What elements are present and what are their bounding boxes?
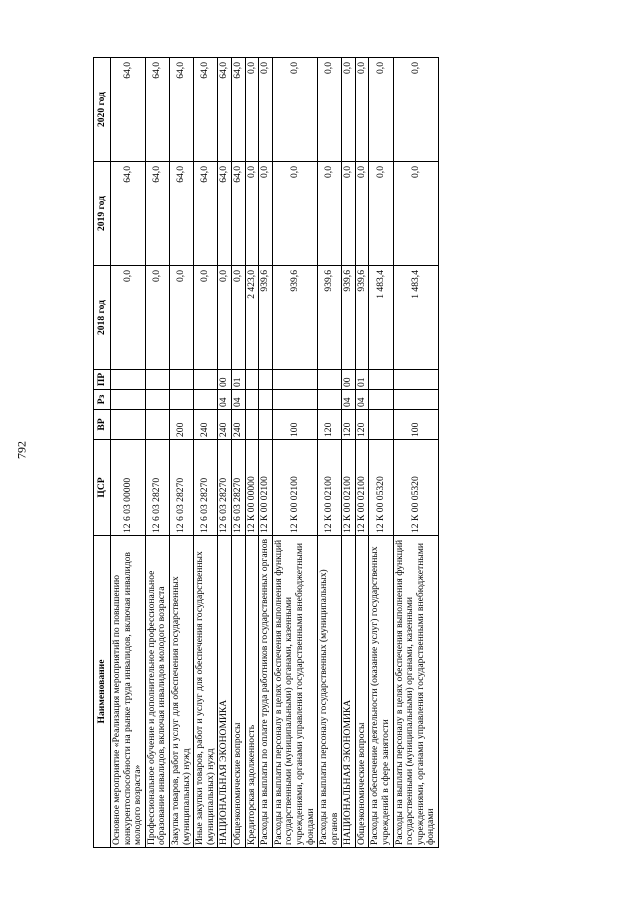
cell-rz: [259, 390, 273, 410]
cell-rz: [111, 390, 146, 410]
budget-table-container: [93, 57, 439, 848]
cell-2019: 0,0: [393, 162, 438, 266]
cell-2018: 0,0: [111, 266, 146, 370]
cell-2020: 64,0: [111, 58, 146, 162]
table-row: [245, 58, 259, 848]
cell-rz: [169, 390, 193, 410]
cell-rz: 04: [218, 390, 232, 410]
cell-name: Общеэкономические вопросы: [231, 536, 245, 848]
header-2019: 2019 год: [94, 162, 111, 266]
cell-2018: 0,0: [169, 266, 193, 370]
cell-2019: 0,0: [245, 162, 259, 266]
cell-2019: 0,0: [318, 162, 342, 266]
cell-2019: 64,0: [231, 162, 245, 266]
cell-rz: [245, 390, 259, 410]
cell-2020: 0,0: [272, 58, 317, 162]
cell-name: Расходы на выплаты по оплате труда работников государственных органов: [259, 536, 273, 848]
cell-vr: [369, 410, 393, 440]
cell-csr: 12 К 00 02100: [355, 440, 369, 536]
cell-name: Расходы на обеспечение деятельности (оказание услуг) государственных учреждений в сфере занятости: [369, 536, 393, 848]
table-row: [369, 58, 393, 848]
cell-csr: 12 К 00 02100: [342, 440, 356, 536]
header-row: [94, 58, 111, 848]
cell-vr: 240: [194, 410, 218, 440]
cell-2020: 64,0: [145, 58, 169, 162]
cell-name: НАЦИОНАЛЬНАЯ ЭКОНОМИКА: [218, 536, 232, 848]
cell-2020: 0,0: [369, 58, 393, 162]
cell-2020: 0,0: [393, 58, 438, 162]
cell-vr: [259, 410, 273, 440]
cell-rz: [272, 390, 317, 410]
cell-2018: 939,6: [318, 266, 342, 370]
cell-name: НАЦИОНАЛЬНАЯ ЭКОНОМИКА: [342, 536, 356, 848]
cell-csr: 12 К 00 02100: [259, 440, 273, 536]
cell-2020: 0,0: [259, 58, 273, 162]
cell-vr: 120: [355, 410, 369, 440]
table-row: [318, 58, 342, 848]
cell-pr: 00: [218, 370, 232, 390]
cell-rz: [369, 390, 393, 410]
cell-name: Основное мероприятие «Реализация мероприятий по повышению конкурентоспособности на рынке труда инвалидов, включая инвалидов молодого возраста»: [111, 536, 146, 848]
cell-2019: 0,0: [369, 162, 393, 266]
cell-2018: 939,6: [355, 266, 369, 370]
table-row: [231, 58, 245, 848]
table-row: [218, 58, 232, 848]
cell-2020: 64,0: [231, 58, 245, 162]
cell-rz: 04: [342, 390, 356, 410]
cell-pr: [259, 370, 273, 390]
cell-2018: 939,6: [272, 266, 317, 370]
cell-pr: [272, 370, 317, 390]
cell-csr: 12 6 03 28270: [231, 440, 245, 536]
budget-table: [93, 57, 439, 848]
cell-vr: [245, 410, 259, 440]
cell-csr: 12 6 03 28270: [218, 440, 232, 536]
cell-pr: [318, 370, 342, 390]
table-row: [169, 58, 193, 848]
cell-name: Кредиторская задолженность: [245, 536, 259, 848]
table-row: [145, 58, 169, 848]
cell-vr: 240: [231, 410, 245, 440]
cell-rz: [145, 390, 169, 410]
cell-rz: 04: [355, 390, 369, 410]
table-row: [259, 58, 273, 848]
cell-rz: 04: [231, 390, 245, 410]
cell-rz: [318, 390, 342, 410]
header-2018: 2018 год: [94, 266, 111, 370]
cell-2018: 1 483,4: [393, 266, 438, 370]
table-row: [393, 58, 438, 848]
table-row: [194, 58, 218, 848]
cell-2019: 64,0: [194, 162, 218, 266]
page-number: 792: [14, 441, 29, 459]
cell-vr: [111, 410, 146, 440]
cell-2019: 0,0: [342, 162, 356, 266]
cell-rz: [393, 390, 438, 410]
cell-pr: [145, 370, 169, 390]
header-rz: Рз: [94, 390, 111, 410]
cell-vr: 200: [169, 410, 193, 440]
cell-2020: 0,0: [342, 58, 356, 162]
cell-pr: [369, 370, 393, 390]
cell-pr: 00: [342, 370, 356, 390]
cell-csr: 12 К 00 02100: [272, 440, 317, 536]
cell-2018: 2 423,0: [245, 266, 259, 370]
cell-vr: 100: [272, 410, 317, 440]
cell-2020: 0,0: [355, 58, 369, 162]
table-row: [355, 58, 369, 848]
cell-2020: 64,0: [218, 58, 232, 162]
cell-pr: [245, 370, 259, 390]
cell-name: Расходы на выплаты персоналу в целях обеспечения выполнения функций государственными (муниципальными) органами, казенными учреждениями, органами управления государственными внебюджетными фондами: [272, 536, 317, 848]
cell-pr: [194, 370, 218, 390]
cell-csr: 12 К 00 05320: [369, 440, 393, 536]
header-name: Наименование: [94, 536, 111, 848]
cell-csr: 12 К 00 05320: [393, 440, 438, 536]
cell-2019: 0,0: [259, 162, 273, 266]
cell-2019: 0,0: [355, 162, 369, 266]
cell-csr: 12 6 03 28270: [145, 440, 169, 536]
cell-name: Иные закупки товаров, работ и услуг для обеспечения государственных (муниципальных) нужд: [194, 536, 218, 848]
cell-pr: [169, 370, 193, 390]
cell-2018: 0,0: [194, 266, 218, 370]
cell-2018: 939,6: [342, 266, 356, 370]
cell-2018: 0,0: [145, 266, 169, 370]
cell-2018: 0,0: [218, 266, 232, 370]
cell-pr: 01: [231, 370, 245, 390]
header-2020: 2020 год: [94, 58, 111, 162]
cell-2020: 64,0: [194, 58, 218, 162]
cell-name: Расходы на выплаты персоналу государственных (муниципальных) органов: [318, 536, 342, 848]
table-row: [342, 58, 356, 848]
cell-2018: 939,6: [259, 266, 273, 370]
cell-2018: 0,0: [231, 266, 245, 370]
header-csr: ЦСР: [94, 440, 111, 536]
cell-pr: [393, 370, 438, 390]
cell-csr: 12 6 03 28270: [169, 440, 193, 536]
header-vr: ВР: [94, 410, 111, 440]
cell-name: Закупка товаров, работ и услуг для обеспечения государственных (муниципальных) нужд: [169, 536, 193, 848]
cell-csr: 12 К 00 00000: [245, 440, 259, 536]
cell-vr: 120: [342, 410, 356, 440]
cell-name: Профессиональное обучение и дополнительное профессиональное образование инвалидов, включая инвалидов молодого возраста: [145, 536, 169, 848]
table-body: [111, 58, 439, 848]
cell-2020: 0,0: [318, 58, 342, 162]
cell-2019: 64,0: [169, 162, 193, 266]
cell-2019: 64,0: [218, 162, 232, 266]
cell-name: Общеэкономические вопросы: [355, 536, 369, 848]
cell-vr: [145, 410, 169, 440]
cell-vr: 240: [218, 410, 232, 440]
cell-2020: 64,0: [169, 58, 193, 162]
cell-csr: 12 6 03 28270: [194, 440, 218, 536]
cell-vr: 100: [393, 410, 438, 440]
cell-csr: 12 К 00 02100: [318, 440, 342, 536]
cell-vr: 120: [318, 410, 342, 440]
cell-2019: 64,0: [111, 162, 146, 266]
table-row: [111, 58, 146, 848]
cell-2018: 1 483,4: [369, 266, 393, 370]
cell-2020: 0,0: [245, 58, 259, 162]
cell-csr: 12 6 03 00000: [111, 440, 146, 536]
cell-rz: [194, 390, 218, 410]
cell-pr: [111, 370, 146, 390]
cell-2019: 64,0: [145, 162, 169, 266]
cell-name: Расходы на выплаты персоналу в целях обеспечения выполнения функций государственными (муниципальными) органами, казенными учреждениями, органами управления государственными внебюджетными фондами: [393, 536, 438, 848]
cell-2019: 0,0: [272, 162, 317, 266]
table-row: [272, 58, 317, 848]
cell-pr: 01: [355, 370, 369, 390]
header-pr: ПР: [94, 370, 111, 390]
